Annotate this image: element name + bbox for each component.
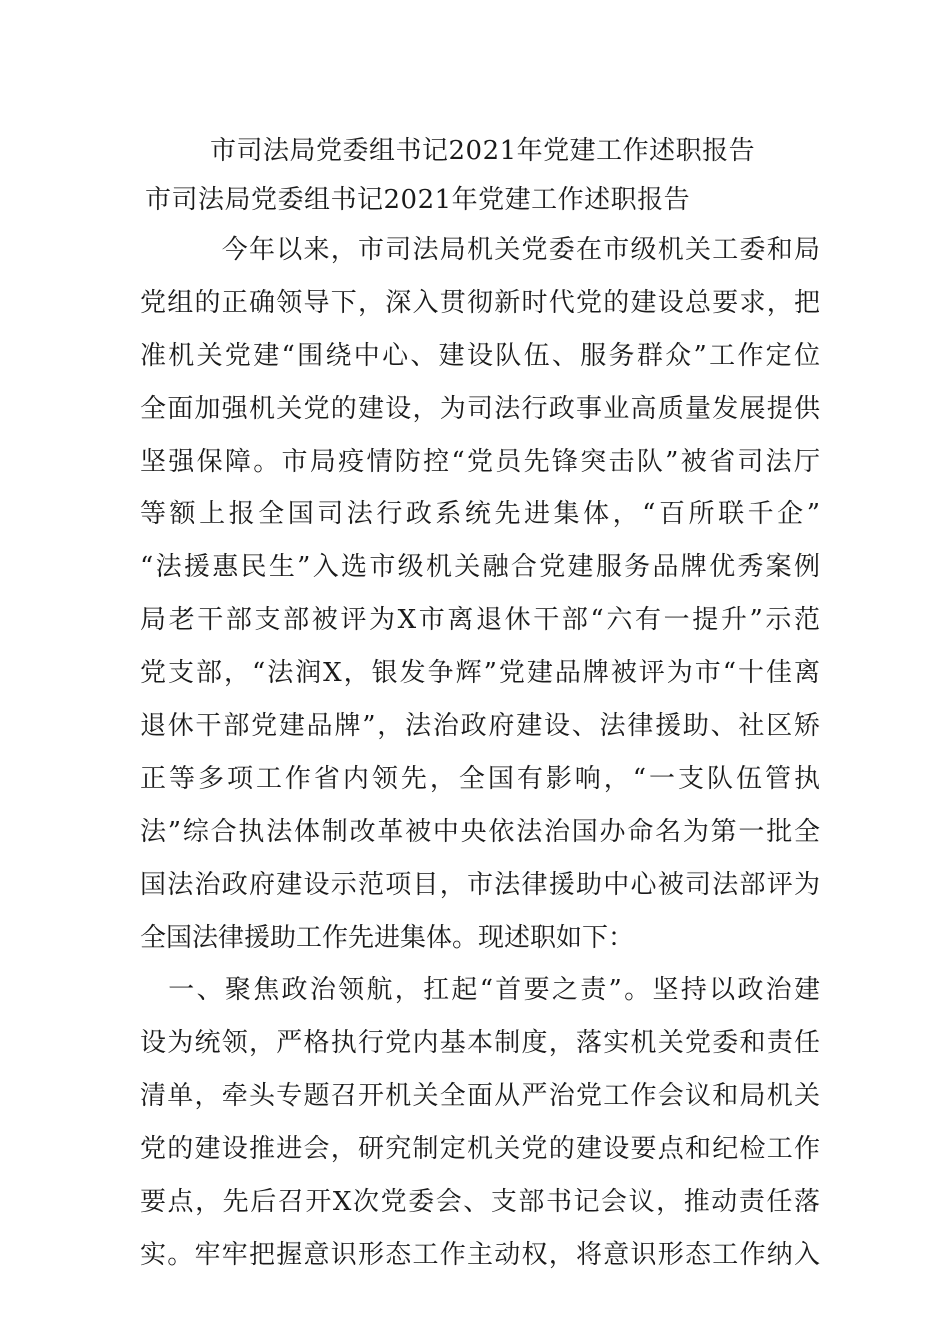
body-line: 法”综合执法体制改革被中央依法治国办命名为第一批全	[140, 816, 820, 847]
document-subtitle: 市司法局党委组书记2021年党建工作述职报告	[145, 185, 691, 215]
body-line: 党支部，“法润X，银发争辉”党建品牌被评为市“十佳离	[140, 658, 820, 689]
body-line: 实。牢牢把握意识形态工作主动权，将意识形态工作纳入	[140, 1239, 820, 1270]
body-line: 坚强保障。市局疫情防控“党员先锋突击队”被省司法厅	[140, 446, 820, 477]
body-line: 清单，牵头专题召开机关全面从严治党工作会议和局机关	[140, 1081, 820, 1112]
body-line: 全国法律援助工作先进集体。现述职如下：	[140, 922, 635, 953]
body-line: 国法治政府建设示范项目，市法律援助中心被司法部评为	[140, 869, 820, 900]
body-line: 等额上报全国司法行政系统先进集体，“百所联千企”	[140, 499, 820, 530]
document-title: 市司法局党委组书记2021年党建工作述职报告	[210, 136, 756, 166]
body-line: 局老干部支部被评为X市离退休干部“六有一提升”示范	[140, 605, 820, 636]
body-line: 退休干部党建品牌”，法治政府建设、法律援助、社区矫	[140, 711, 820, 742]
body-line: 党组的正确领导下，深入贯彻新时代党的建设总要求，把	[140, 287, 820, 318]
body-line: 准机关党建“围绕中心、建设队伍、服务群众”工作定位	[140, 340, 820, 371]
body-line: “法援惠民生”入选市级机关融合党建服务品牌优秀案例	[140, 552, 820, 583]
body-line: 党的建设推进会，研究制定机关党的建设要点和纪检工作	[140, 1134, 820, 1165]
body-line: 一、聚焦政治领航，扛起“首要之责”。坚持以政治建	[140, 975, 820, 1006]
body-line: 要点，先后召开X次党委会、支部书记会议，推动责任落	[140, 1187, 820, 1218]
body-line: 正等多项工作省内领先，全国有影响，“一支队伍管执	[140, 763, 820, 794]
body-line: 全面加强机关党的建设，为司法行政事业高质量发展提供	[140, 393, 820, 424]
body-line: 今年以来，市司法局机关党委在市级机关工委和局	[140, 235, 820, 265]
body-line: 设为统领，严格执行党内基本制度，落实机关党委和责任	[140, 1028, 820, 1059]
document-body	[140, 224, 820, 1282]
